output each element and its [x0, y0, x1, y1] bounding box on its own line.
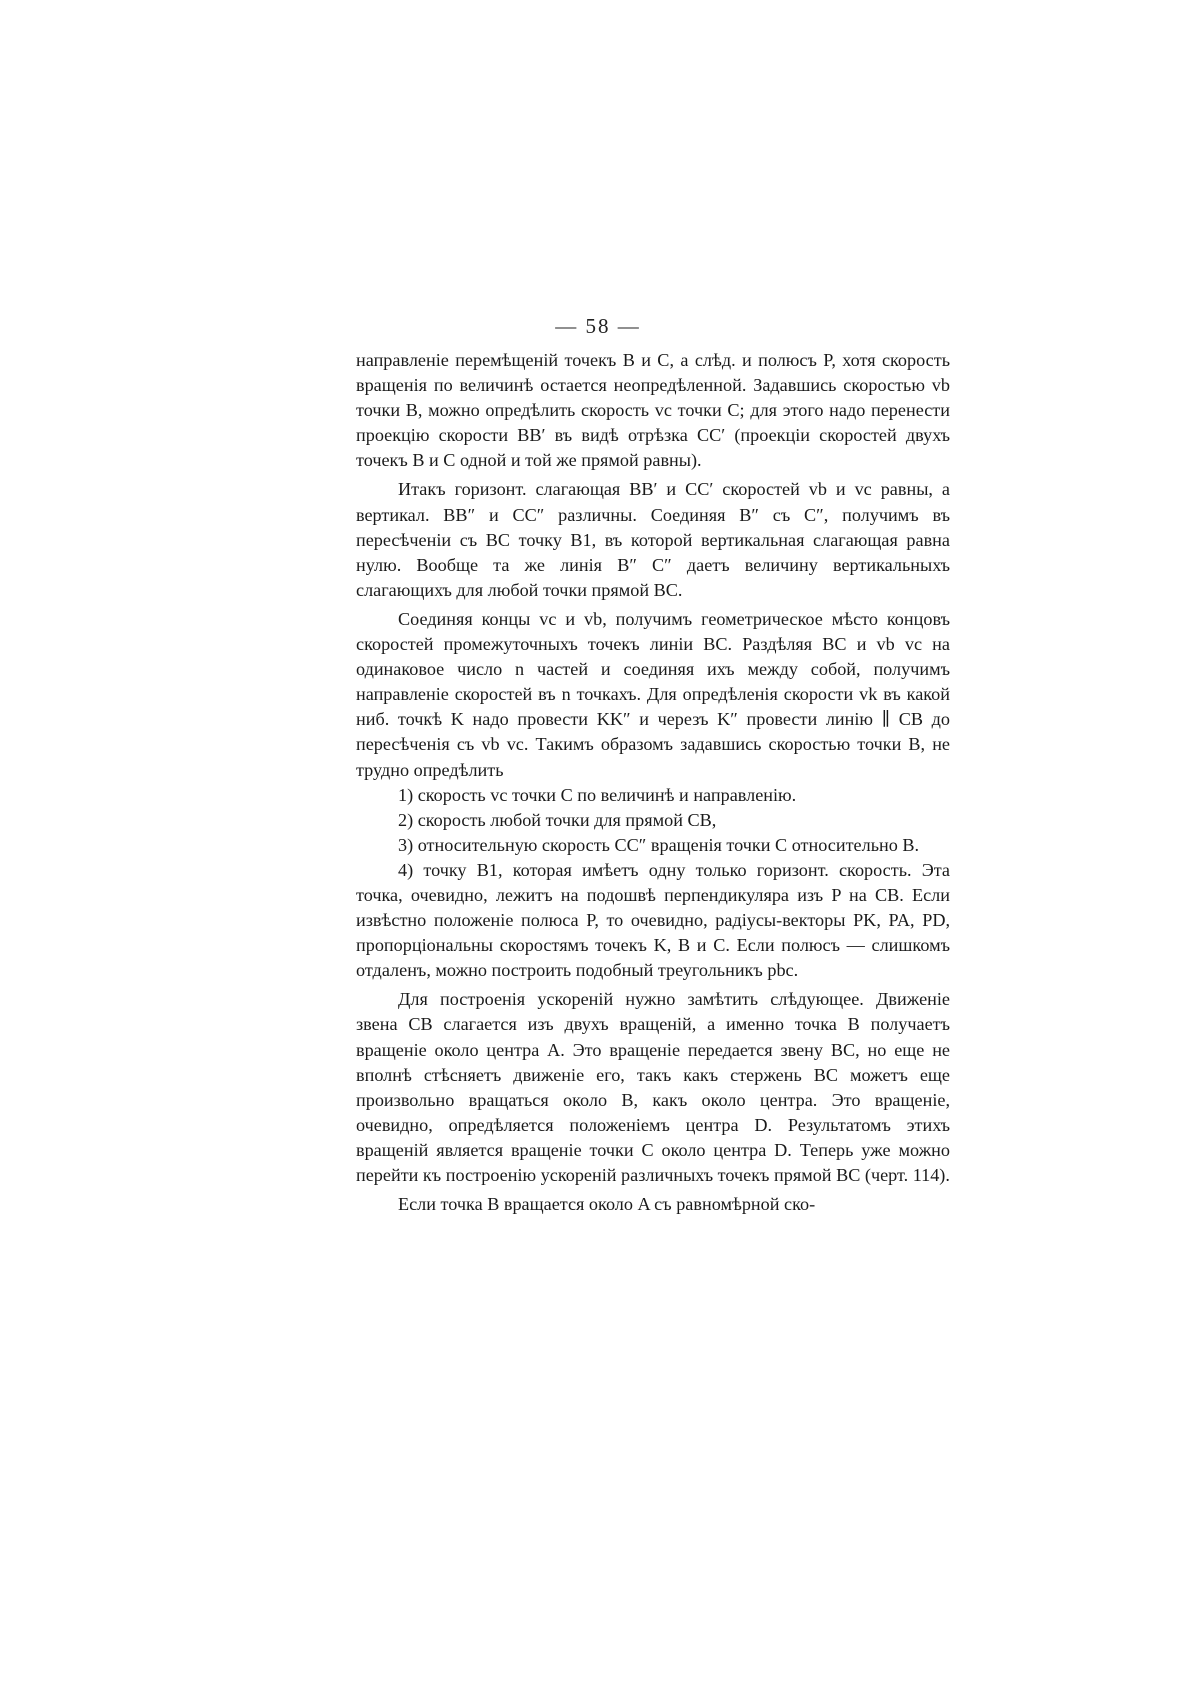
- page-number: — 58 —: [555, 314, 641, 338]
- page-body: [356, 348, 950, 1217]
- list-item: 1) скорость vc точки C по величинѣ и направленію.: [398, 784, 797, 805]
- paragraph-continuation: направленіе перемѣщеній точекъ B и C, а слѣд. и полюсъ P, хотя скорость вращенія по величинѣ остается неопредѣленной. Задавшись скоростью vb точки B, можно опредѣлить скорость vc точки C; для этого надо перенести проекцію скорости BB′ въ видѣ отрѣзка CC′ (проекціи скоростей двухъ точекъ B и C одной и той же прямой равны).: [356, 350, 950, 471]
- paragraph: Для построенія ускореній нужно замѣтить слѣдующее. Движеніе звена CB слагается изъ двухъ вращеній, а именно точка B получаетъ вращеніе около центра A. Это вращеніе передается звену BC, но еще не вполнѣ стѣсняетъ движеніе его, такъ какъ стержень BC можетъ еще произвольно вращаться около B, какъ около центра. Это вращеніе, очевидно, опредѣляется положеніемъ центра D. Результатомъ этихъ вращеній является вращеніе точки C около центра D. Теперь уже можно перейти къ построенію ускореній различныхъ точекъ прямой BC (черт. 114).: [356, 989, 950, 1185]
- list-item: 4) точку B1, которая имѣетъ одну только горизонт. скорость. Эта точка, очевидно, лежитъ на подошвѣ перпендикуляра изъ P на CB. Если извѣстно положеніе полюса P, то очевидно, радіусы-векторы PK, PA, PD, пропорціональны скоростямъ точекъ K, B и C. Если полюсъ — слишкомъ отдаленъ, можно построить подобный треугольникъ pbc.: [356, 859, 950, 981]
- paragraph: Итакъ горизонт. слагающая BB′ и CC′ скоростей vb и vc равны, а вертикал. BB″ и CC″ различны. Соединяя B″ съ C″, получимъ въ пересѣченіи съ BC точку B1, въ которой вертикальная слагающая равна нулю. Вообще та же линія B″ C″ даетъ величину вертикальныхъ слагающихъ для любой точки прямой BC.: [356, 479, 950, 600]
- list-item: 2) скорость любой точки для прямой CB,: [398, 809, 717, 830]
- list-item: 3) относительную скорость CC″ вращенія точки C относительно B.: [398, 834, 920, 855]
- paragraph: Соединяя концы vc и vb, получимъ геометрическое мѣсто концовъ скоростей промежуточныхъ точекъ линіи BC. Раздѣляя BC и vb vc на одинаковое число n частей и соединяя ихъ между собой, получимъ направленіе скоростей въ n точкахъ. Для опредѣленія скорости vk въ какой ниб. точкѣ K надо провести KK″ и черезъ K″ провести линію ∥ CB до пересѣченія съ vb vc. Такимъ образомъ задавшись скоростью точки B, не трудно опредѣлить: [356, 608, 950, 780]
- paragraph: Если точка B вращается около A съ равномѣрной ско-: [398, 1194, 816, 1215]
